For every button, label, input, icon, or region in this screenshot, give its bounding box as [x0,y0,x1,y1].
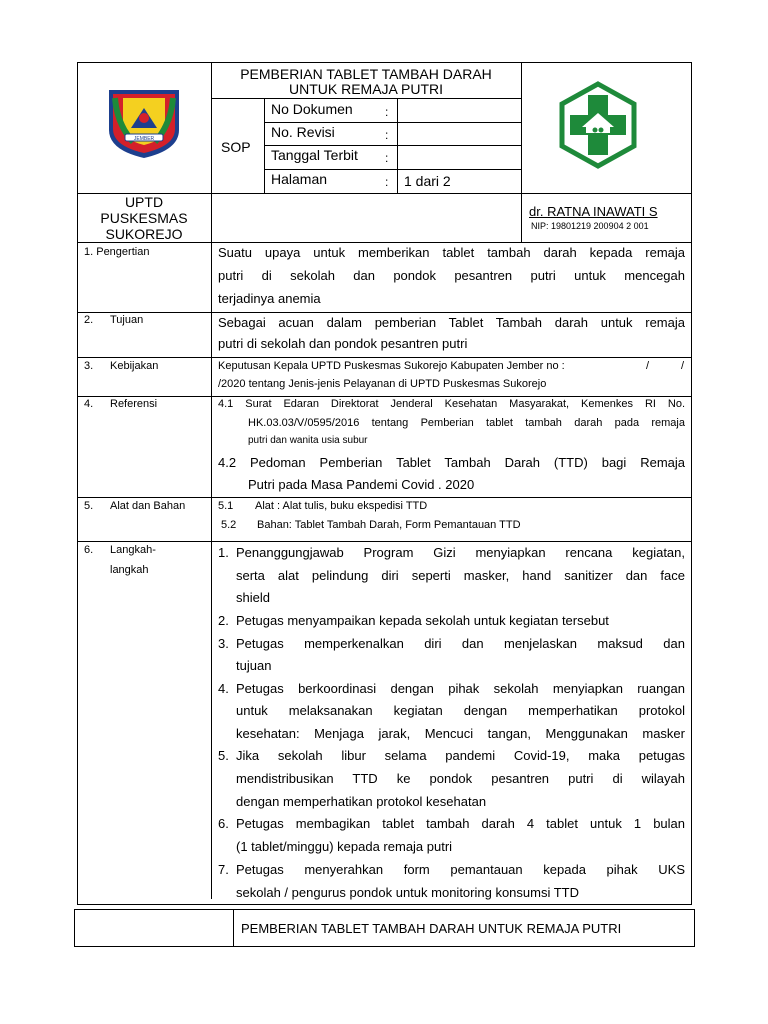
field-label-no-revisi: No. Revisi [271,124,335,140]
step-line: serta alat pelindung diri seperti masker, hand sanitizer dan face [236,568,685,583]
step-line: untuk melaksanakan kegiatan dengan memperhatikan protokol [236,703,685,718]
field-label-tanggal-terbit: Tanggal Terbit [271,147,358,163]
step-num: 7. [218,862,229,877]
step-line: Jika sekolah libur selama pandemi Covid-19, maka petugas [236,748,685,763]
step-num: 4. [218,681,229,696]
step-line: (1 tablet/minggu) kepada remaja putri [236,839,453,854]
section-num: 4. [84,398,94,410]
org-line2: PUSKESMAS [100,210,188,226]
sop-title-line1: PEMBERIAN TABLET TAMBAH DARAH [240,66,492,82]
tujuan-line: Sebagai acuan dalam pemberian Tablet Tambah darah untuk remaja [218,315,685,330]
step-num: 5. [218,748,229,763]
step-num: 1. [218,545,229,560]
step-num: 3. [218,636,229,651]
sop-title-line2: UNTUK REMAJA PUTRI [288,81,443,97]
jember-crest-logo [103,84,185,160]
field-sep: : [385,175,389,189]
referensi-2-line: 4.2 Pedoman Pemberian Tablet Tambah Darah (TTD) bagi Remaja [218,455,685,470]
field-sep: : [385,151,389,165]
referensi-1-line: putri dan wanita usia subur [248,435,368,446]
pengertian-line: Suatu upaya untuk memberikan tablet tambah darah kepada remaja [218,245,685,260]
section-label-kebijakan: Kebijakan [110,360,159,372]
step-line: mendistribusikan TTD ke pondok pesantren putri di wilayah [236,771,685,786]
section-label-alat: Alat dan Bahan [110,500,186,512]
step-line: Petugas membagikan tablet tambah darah 4 tablet untuk 1 bulan [236,816,685,831]
alat-item-num: 5.2 [221,519,237,531]
puskesmas-logo [558,81,638,169]
kebijakan-line2: /2020 tentang Jenis-jenis Pelayanan di UPTD Puskesmas Sukorejo [218,378,547,390]
kebijakan-slash: / [681,360,685,372]
section-num: 5. [84,500,94,512]
org-line3: SUKOREJO [105,226,183,242]
section-label-pengertian: 1. Pengertian [84,246,150,258]
field-label-halaman: Halaman [271,171,328,187]
referensi-1-line: 4.1 Surat Edaran Direktorat Jenderal Kesehatan Masyarakat, Kemenkes RI No. [218,398,685,410]
alat-item-num: 5.1 [218,500,234,512]
section-num: 6. [84,544,94,556]
step-line: Petugas berkoordinasi dengan pihak sekolah menyiapkan ruangan [236,681,685,696]
footer-title: PEMBERIAN TABLET TAMBAH DARAH UNTUK REMAJA PUTRI [241,921,622,936]
section-num: 2. [84,314,94,326]
step-num: 2. [218,613,229,628]
step-line: sekolah / pengurus pondok untuk monitoring konsumsi TTD [236,885,580,900]
step-line: Penanggungjawab Program Gizi menyiapkan rencana kegiatan, [236,545,685,560]
field-sep: : [385,128,389,142]
section-label-referensi: Referensi [110,398,158,410]
section-label-tujuan: Tujuan [110,314,144,326]
kebijakan-slash: / [646,360,650,372]
sop-label: SOP [221,139,251,155]
step-line: Petugas menyerahkan form pemantauan kepada pihak UKS [236,862,685,877]
step-line: shield [236,590,270,605]
step-num: 6. [218,816,229,831]
pengertian-line: terjadinya anemia [218,291,321,306]
kebijakan-line1: Keputusan Kepala UPTD Puskesmas Sukorejo Kabupaten Jember no : [218,360,565,372]
step-line: Petugas menyampaikan kepada sekolah untuk kegiatan tersebut [236,613,609,628]
referensi-2-line: Putri pada Masa Pandemi Covid . 2020 [248,477,475,492]
field-sep: : [385,105,389,119]
step-line: tujuan [236,658,272,673]
referensi-1-line: HK.03.03/V/0595/2016 tentang Pemberian tablet tambah darah pada remaja [248,417,685,429]
step-line: Petugas memperkenalkan diri dan menjelaskan maksud dan [236,636,685,651]
alat-item-text: Alat : Alat tulis, buku ekspedisi TTD [255,500,428,512]
section-num: 3. [84,360,94,372]
step-line: dengan memperhatikan protokol kesehatan [236,794,487,809]
signer-name: dr. RATNA INAWATI S [529,204,658,219]
field-label-no-dokumen: No Dokumen [271,101,353,117]
crest-ribbon-text: JEMBER [133,136,155,142]
pengertian-line: putri di sekolah dan pondok pesantren putri untuk mencegah [218,268,685,283]
tujuan-line: putri di sekolah dan pondok pesantren putri [218,336,468,351]
section-label-langkah: langkah [110,564,149,576]
org-line1: UPTD [124,194,164,210]
alat-item-text: Bahan: Tablet Tambah Darah, Form Pemantauan TTD [257,519,521,531]
field-value-halaman: 1 dari 2 [404,173,451,189]
step-line: kesehatan: Menjaga jarak, Mencuci tangan, Menggunakan masker [236,726,685,741]
signer-nip: NIP: 19801219 200904 2 001 [531,221,649,231]
section-label-langkah: Langkah- [110,544,156,556]
